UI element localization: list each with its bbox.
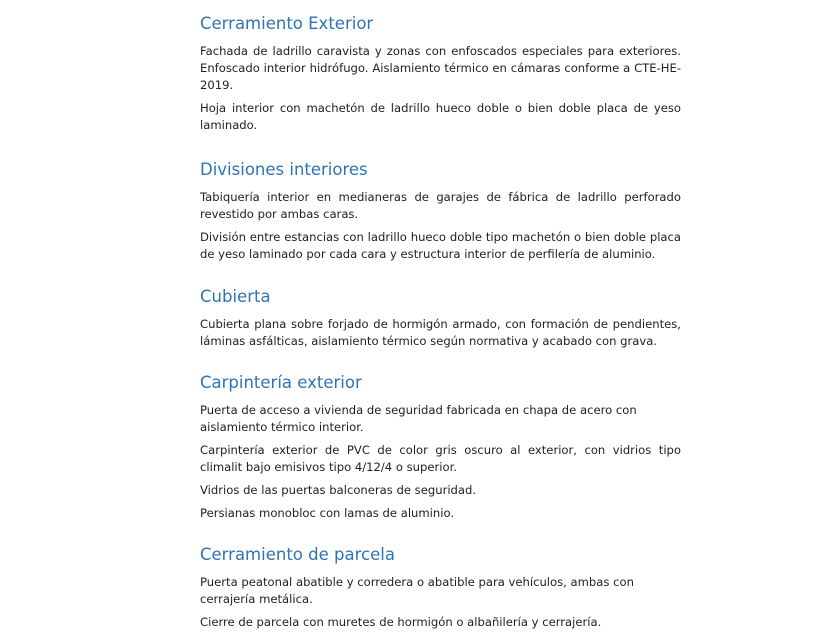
section-cubierta bbox=[200, 287, 681, 356]
paragraph: Cubierta plana sobre forjado de hormigón armado, con formación de pendientes, láminas asfálticas, aislamiento térmico según normativa y acabado con grava. bbox=[200, 317, 681, 348]
section-title: Carpintería exterior bbox=[200, 373, 362, 392]
section-cerramiento-exterior bbox=[200, 14, 681, 140]
paragraph: Cierre de parcela con muretes de hormigón o albañilería y cerrajería. bbox=[200, 615, 602, 629]
paragraph: Hoja interior con machetón de ladrillo hueco doble o bien doble placa de yeso laminado. bbox=[200, 101, 681, 132]
paragraph: Puerta de acceso a vivienda de seguridad fabricada en chapa de acero con aislamiento térmico interior. bbox=[200, 403, 637, 434]
section-title: Cubierta bbox=[200, 287, 271, 306]
section-divisiones-interiores bbox=[200, 160, 681, 269]
paragraph: Puerta peatonal abatible y corredera o abatible para vehículos, ambas con cerrajería metálica. bbox=[200, 575, 634, 606]
paragraph: Persianas monobloc con lamas de aluminio. bbox=[200, 506, 455, 520]
paragraph: División entre estancias con ladrillo hueco doble tipo machetón o bien doble placa de yeso laminado por cada cara y estructura interior de perfilería de aluminio. bbox=[200, 230, 681, 261]
paragraph: Tabiquería interior en medianeras de garajes de fábrica de ladrillo perforado revestido por ambas caras. bbox=[200, 190, 681, 221]
section-title: Cerramiento Exterior bbox=[200, 14, 374, 33]
section-title: Divisiones interiores bbox=[200, 160, 368, 179]
section-title: Cerramiento de parcela bbox=[200, 545, 395, 564]
paragraph: Vidrios de las puertas balconeras de seguridad. bbox=[200, 483, 477, 497]
section-carpinteria-exterior bbox=[200, 373, 681, 528]
paragraph: Carpintería exterior de PVC de color gris oscuro al exterior, con vidrios tipo climalit bajo emisivos tipo 4/12/4 o superior. bbox=[200, 443, 681, 474]
paragraph: Fachada de ladrillo caravista y zonas con enfoscados especiales para exteriores. Enfoscado interior hidrófugo. Aislamiento térmico en cámaras conforme a CTE-HE-2019. bbox=[200, 44, 681, 92]
section-cerramiento-parcela bbox=[200, 545, 681, 637]
